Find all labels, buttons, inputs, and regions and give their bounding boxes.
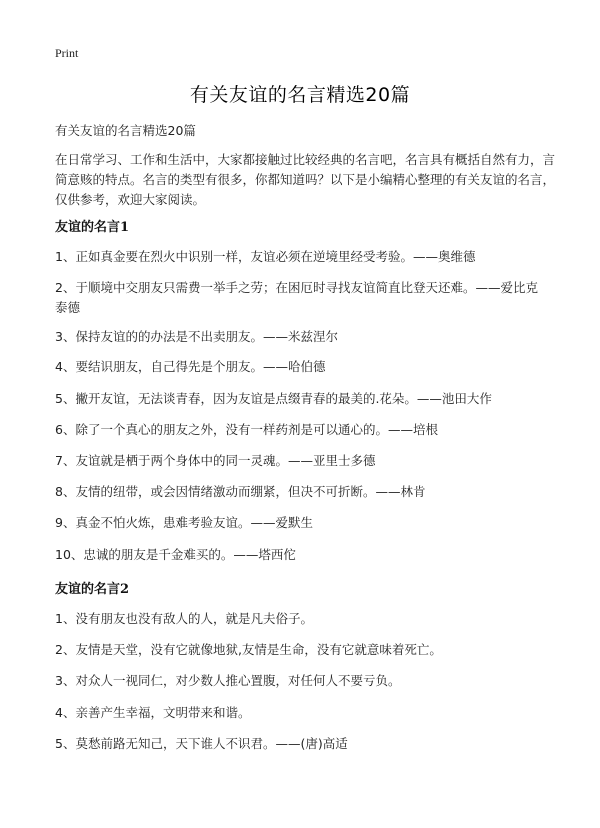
quote-item: 6、除了一个真心的朋友之外，没有一样药剂是可以通心的。——培根	[55, 422, 438, 437]
quote-item: 10、忠诚的朋友是千金难买的。——塔西佗	[55, 547, 296, 562]
quote-item: 1、没有朋友也没有敌人的人，就是凡夫俗子。	[55, 611, 313, 626]
print-label[interactable]: Print	[55, 46, 79, 60]
quote-item: 8、友情的纽带，或会因情绪激动而绷紧，但决不可折断。——林肯	[55, 484, 426, 499]
quote-item: 4、要结识朋友，自己得先是个朋友。——哈伯德	[55, 359, 326, 374]
quote-item: 7、友谊就是栖于两个身体中的同一灵魂。——亚里士多德	[55, 453, 376, 468]
quote-item: 5、莫愁前路无知己，天下谁人不识君。——(唐)高适	[55, 736, 348, 751]
section-heading-2: 友谊的名言2	[55, 582, 130, 597]
quote-item: 9、真金不怕火炼，患难考验友谊。——爱默生	[55, 515, 313, 530]
document-subtitle: 有关友谊的名言精选20篇	[55, 123, 196, 138]
quote-item: 2、于顺境中交朋友只需费一举手之劳；在困厄时寻找友谊简直比登天还难。——爱比克泰德	[55, 280, 538, 315]
page-title: 有关友谊的名言精选20篇	[189, 84, 411, 106]
section-heading-1: 友谊的名言1	[55, 220, 130, 235]
quote-item: 4、亲善产生幸福，文明带来和谐。	[55, 705, 251, 720]
quote-item: 1、正如真金要在烈火中识别一样，友谊必须在逆境里经受考验。——奥维德	[55, 249, 476, 264]
intro-paragraph: 在日常学习、工作和生活中，大家都接触过比较经典的名言吧，名言具有概括自然有力，言简意赅的特点。名言的类型有很多，你都知道吗？以下是小编精心整理的有关友谊的名言，仅供参考，欢迎大家阅读。	[55, 152, 556, 207]
quote-item: 2、友情是天堂，没有它就像地狱,友情是生命，没有它就意味着死亡。	[55, 642, 442, 657]
quote-item: 3、对众人一视同仁，对少数人推心置腹，对任何人不要亏负。	[55, 673, 401, 688]
quote-item: 3、保持友谊的的办法是不出卖朋友。——米兹涅尔	[55, 329, 338, 344]
quote-item: 5、撇开友谊，无法谈青春，因为友谊是点缀青春的最美的.花朵。——池田大作	[55, 391, 492, 406]
